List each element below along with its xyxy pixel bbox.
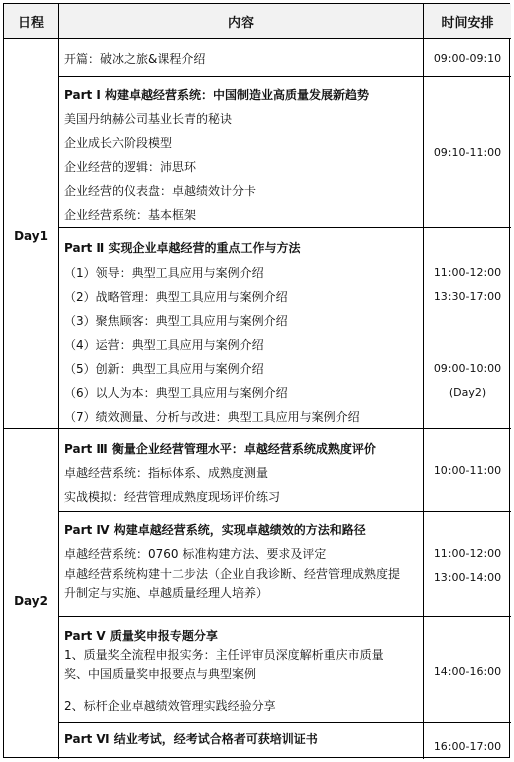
row-divider bbox=[4, 38, 511, 39]
day-label-2: Day2 bbox=[14, 594, 48, 608]
day-label-1: Day1 bbox=[14, 229, 48, 243]
part2-item: （7）绩效测量、分析与改进：典型工具应用与案例介绍 bbox=[64, 410, 360, 424]
part5-item: 1、质量奖全流程申报实务：主任评审员深度解析重庆市质量奖、中国质量奖申报要点与典型案例 bbox=[64, 648, 384, 681]
part4-time: 11:00-12:00 bbox=[433, 547, 502, 560]
part1-time: 09:10-11:00 bbox=[433, 146, 502, 159]
row-divider bbox=[4, 428, 511, 429]
header-day: 日程 bbox=[4, 4, 58, 38]
part1-item: 企业经营系统：基本框架 bbox=[64, 208, 197, 222]
part2-time: 11:00-12:00 bbox=[433, 266, 502, 279]
part5-item: 2、标杆企业卓越绩效管理实践经验分享 bbox=[64, 699, 276, 713]
part2-item: （1）领导：典型工具应用与案例介绍 bbox=[64, 266, 264, 280]
part3-item: 卓越经营系统：指标体系、成熟度测量 bbox=[64, 466, 269, 480]
part4-title: Part Ⅳ 构建卓越经营系统，实现卓越绩效的方法和路径 bbox=[64, 523, 366, 537]
col-divider-2 bbox=[423, 4, 424, 759]
part1-title: Part Ⅰ 构建卓越经营系统：中国制造业高质量发展新趋势 bbox=[64, 88, 370, 102]
schedule-table bbox=[3, 3, 510, 758]
part1-item: 企业成长六阶段模型 bbox=[64, 136, 173, 150]
part2-item: （2）战略管理：典型工具应用与案例介绍 bbox=[64, 290, 288, 304]
part4-item: 卓越经营系统构建十二步法（企业自我诊断、经营管理成熟度提升制定与实施、卓越质量经理人培养） bbox=[64, 567, 401, 600]
part2-time: (Day2) bbox=[448, 386, 487, 399]
part3-item: 实战模拟：经营管理成熟度现场评价练习 bbox=[64, 490, 281, 504]
part2-time: 09:00-10:00 bbox=[433, 362, 502, 375]
part2-title: Part Ⅱ 实现企业卓越经营的重点工作与方法 bbox=[64, 241, 301, 255]
row-divider bbox=[58, 722, 511, 723]
part3-title: Part Ⅲ 衡量企业经营管理水平：卓越经营系统成熟度评价 bbox=[64, 442, 376, 456]
part2-item: （4）运营：典型工具应用与案例介绍 bbox=[64, 338, 264, 352]
part5-title: Part Ⅴ 质量奖申报专题分享 bbox=[64, 629, 218, 643]
part2-item: （6）以人为本：典型工具应用与案例介绍 bbox=[64, 386, 288, 400]
part1-item: 企业经营的仪表盘：卓越绩效计分卡 bbox=[64, 184, 257, 198]
part2-item: （5）创新：典型工具应用与案例介绍 bbox=[64, 362, 264, 376]
part1-item: 美国丹纳赫公司基业长青的秘诀 bbox=[64, 112, 233, 126]
header-time: 时间安排 bbox=[424, 4, 511, 38]
part4-item: 卓越经营系统：0760 标准构建方法、要求及评定 bbox=[64, 547, 327, 561]
part2-time: 13:30-17:00 bbox=[433, 290, 502, 303]
row-divider bbox=[58, 76, 511, 77]
row-divider bbox=[58, 227, 511, 228]
row-divider bbox=[58, 511, 511, 512]
part5-time: 14:00-16:00 bbox=[433, 665, 502, 678]
part3-time: 10:00-11:00 bbox=[433, 464, 502, 477]
part6-title: Part Ⅵ 结业考试，经考试合格者可获培训证书 bbox=[64, 732, 318, 746]
part4-time: 13:00-14:00 bbox=[433, 571, 502, 584]
opening-text: 开篇：破冰之旅&课程介绍 bbox=[64, 52, 206, 66]
part1-item: 企业经营的逻辑：沛思环 bbox=[64, 160, 197, 174]
header-content: 内容 bbox=[59, 4, 423, 38]
part2-item: （3）聚焦顾客：典型工具应用与案例介绍 bbox=[64, 314, 288, 328]
col-divider-1 bbox=[58, 4, 59, 759]
row-divider bbox=[58, 616, 511, 617]
opening-time: 09:00-09:10 bbox=[433, 52, 502, 65]
part6-time: 16:00-17:00 bbox=[433, 740, 502, 753]
